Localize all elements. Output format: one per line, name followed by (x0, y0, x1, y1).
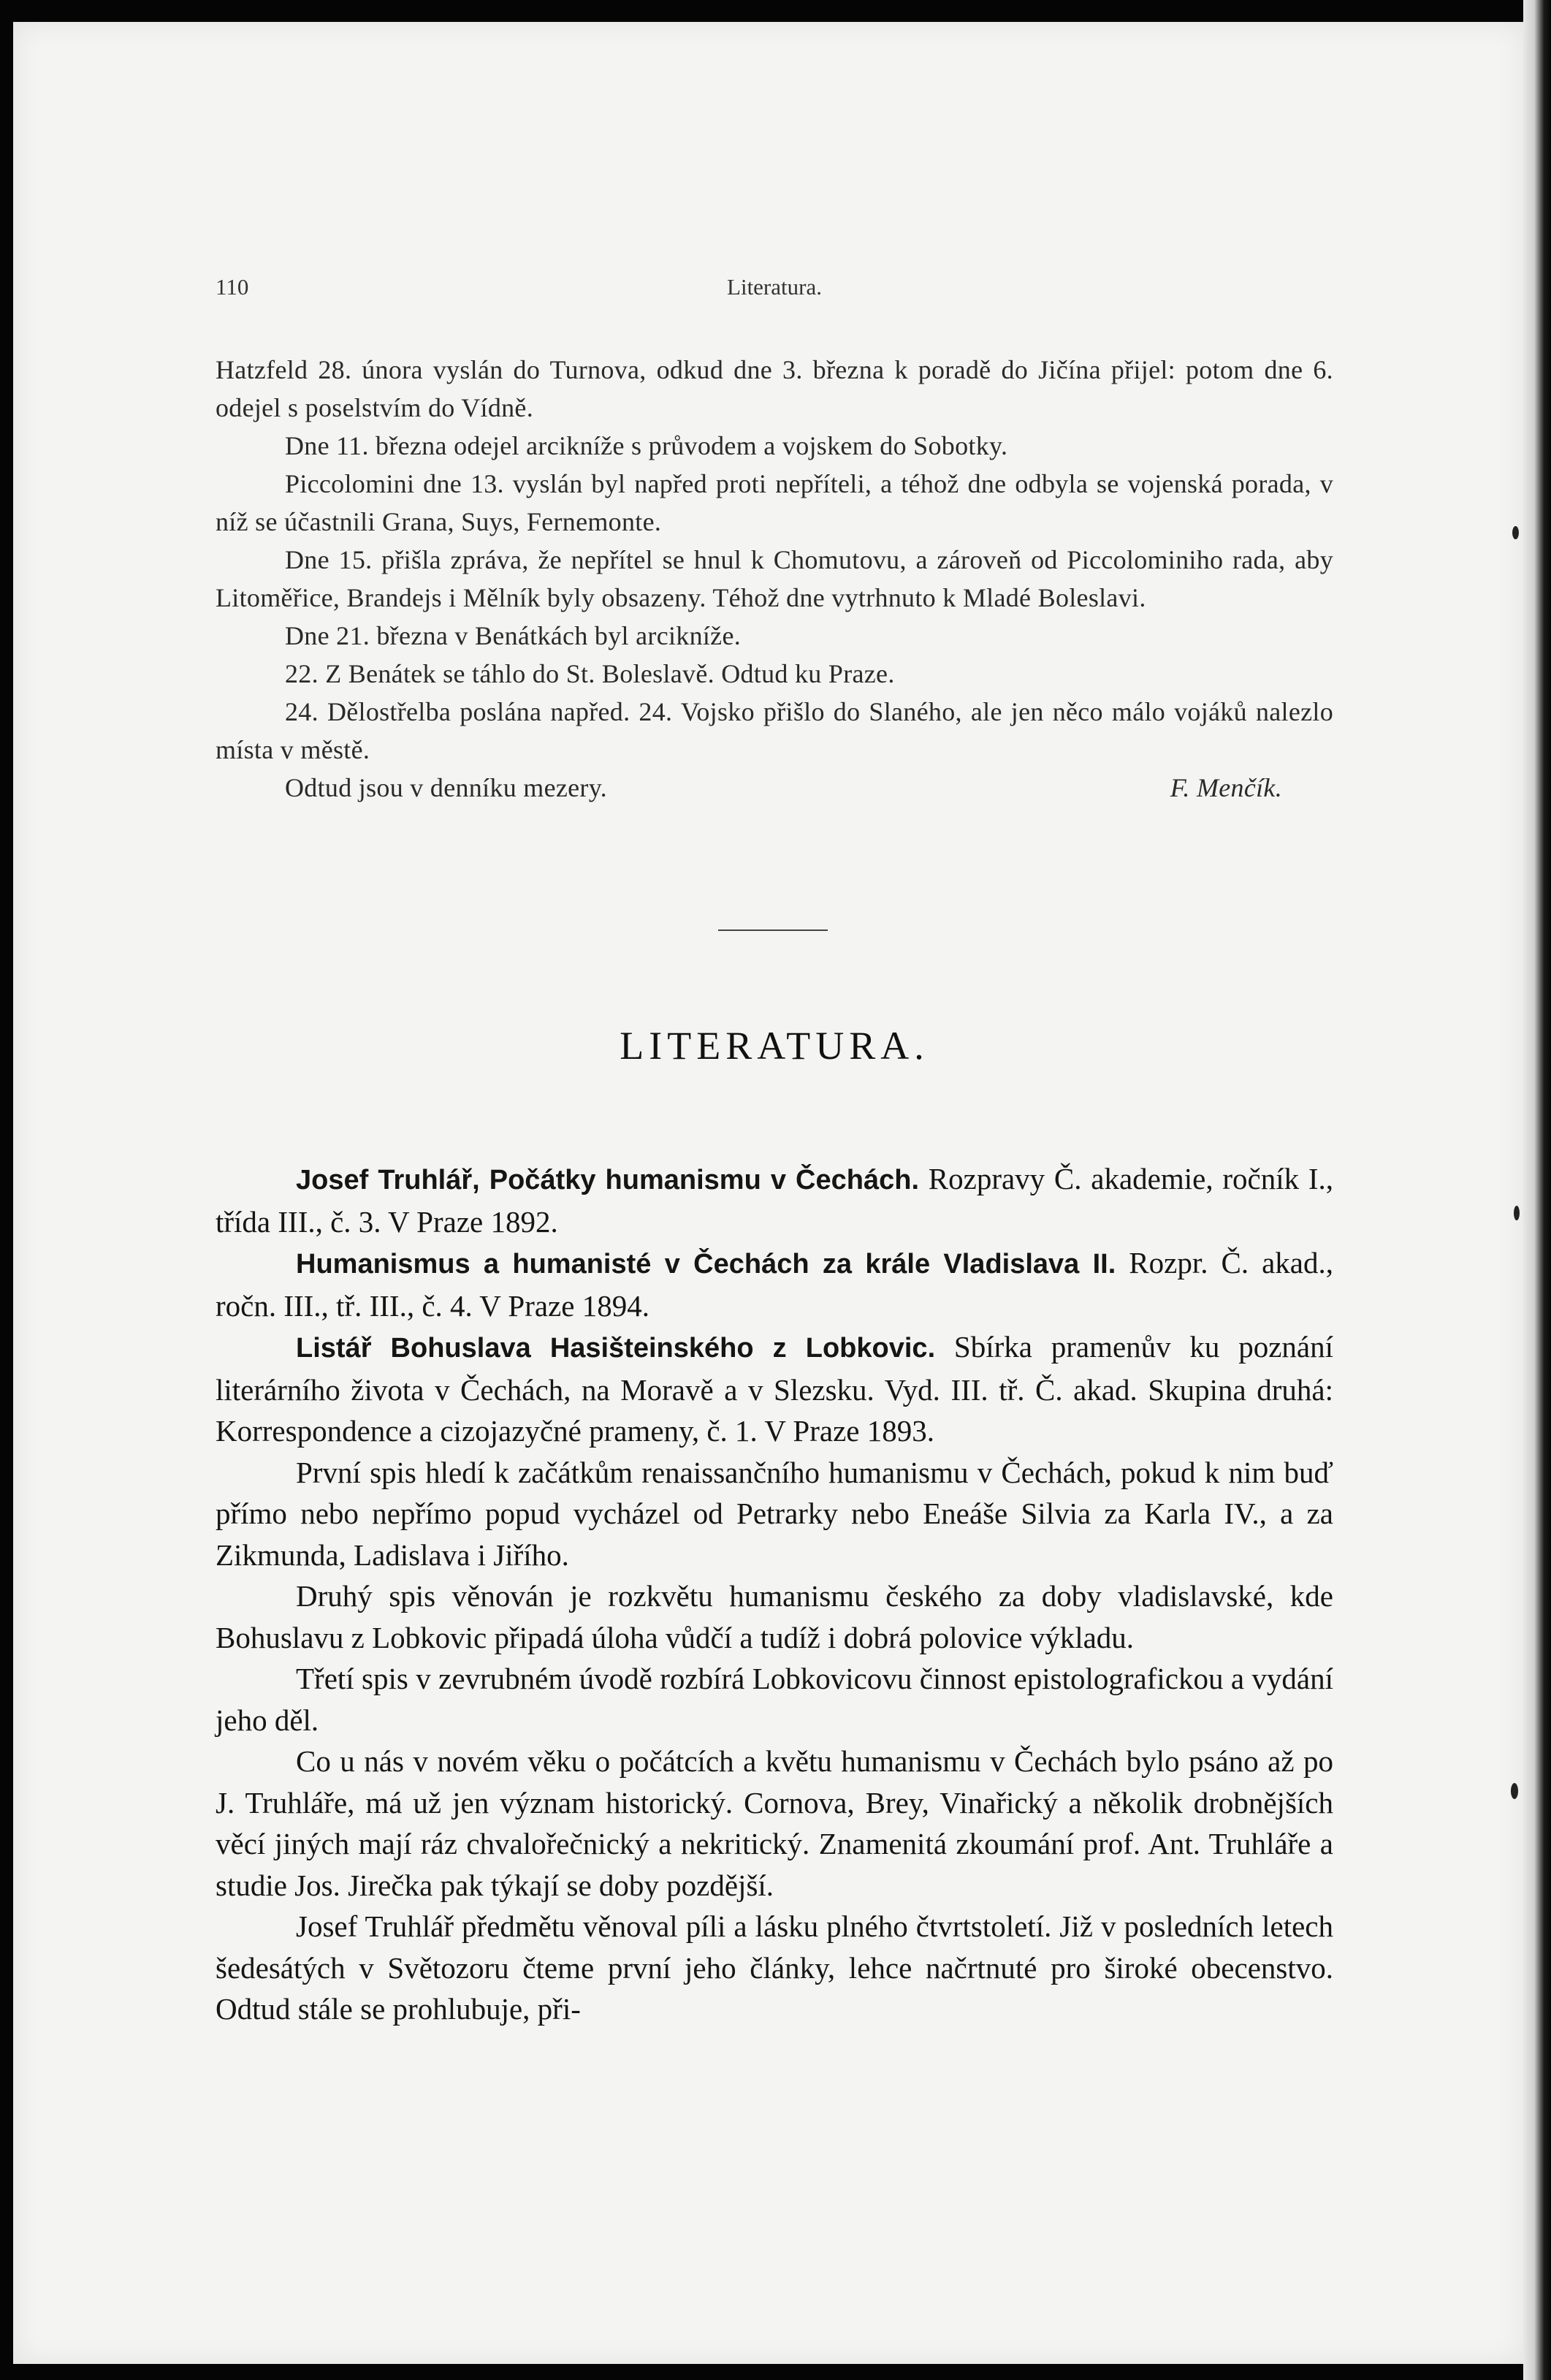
entry-title: Listář Bohuslava Hasišteinského z Lobkovic. (296, 1333, 936, 1364)
paragraph: Dne 11. března odejel arcikníže s průvodem a vojskem do Sobotky. (285, 431, 1008, 460)
paragraph: První spis hledí k začátkům renaissančního humanismu v Čechách, pokud k nim buď přímo nebo nepřímo popud vycházel od Petrarky nebo Eneáše Silvia za Karla IV., a za Zikmunda, Ladislava i Jiřího. (216, 1455, 1333, 1572)
literature-review (216, 1158, 1333, 2030)
paragraph: Co u nás v novém věku o počátcích a květu humanismu v Čechách bylo psáno až po J. Truhláře, má už jen význam historický. Cornova, Brey, Vinařický a několik drobnějších věcí jiných mají ráz chvalořečnický a nekritický. Znamenitá zkoumání prof. Ant. Truhláře a studie Jos. Jirečka pak týkají se doby pozdější. (216, 1744, 1333, 1902)
section-divider (718, 929, 828, 931)
paragraph: Druhý spis věnován je rozkvětu humanismu českého za doby vladislavské, kde Bohuslavu z Lobkovic připadá úloha vůdčí a tudíž i dobrá polovice výkladu. (216, 1579, 1333, 1654)
page-edge-shadow (1523, 0, 1551, 2380)
entry-title: Josef Truhlář, Počátky humanismu v Čechách. (296, 1165, 920, 1195)
entry-details: Rozpravy Č. akademie, ročník I., třída III., č. 3. V Praze 1892. (216, 1162, 1333, 1239)
paragraph: Třetí spis v zevrubném úvodě rozbírá Lobkovicovu činnost epistolografickou a vydání jeho děl. (216, 1662, 1333, 1737)
running-title: Literatura. (727, 274, 822, 300)
entry-details: Sbírka pramenův ku poznání literárního života v Čechách, na Moravě a v Slezsku. Vyd. III. tř. Č. akad. Skupina druhá: Korrespondence a cizojazyčné prameny, č. 1. V Praze 1893. (216, 1330, 1333, 1448)
entry-details: Rozpr. Č. akad., ročn. III., tř. III., č. 4. V Praze 1894. (216, 1246, 1333, 1323)
section-heading: LITERATURA. (620, 1024, 929, 1068)
closing-text: Odtud jsou v denníku mezery. (285, 773, 607, 802)
print-speck (1512, 526, 1519, 539)
paragraph: Josef Truhlář předmětu věnoval píli a lásku plného čtvrtstoletí. Již v posledních letech šedesátých v Světozoru čteme první jeho články, lehce načrtnuté pro široké obecenstvo. Odtud stále se prohlubuje, při- (216, 1909, 1333, 2026)
print-speck (1514, 1206, 1520, 1220)
diary-excerpt (216, 351, 1333, 807)
running-head (216, 274, 1333, 306)
paragraph: Piccolomini dne 13. vyslán byl napřed proti nepříteli, a téhož dne odbyla se vojenská porada, v níž se účastnili Grana, Suys, Fernemonte. (216, 469, 1333, 536)
bibliography-entry (216, 1326, 1333, 1452)
paragraph: 22. Z Benátek se táhlo do St. Boleslavě. Odtud ku Praze. (285, 659, 895, 688)
print-speck (1511, 1783, 1518, 1799)
paragraph: Dne 21. března v Benátkách byl arcikníže. (285, 621, 742, 650)
entry-title: Humanismus a humanisté v Čechách za krále Vladislava II. (296, 1249, 1116, 1280)
paragraph: Dne 15. přišla zpráva, že nepřítel se hnul k Chomutovu, a zároveň od Piccolominiho rada, aby Litoměřice, Brandejs i Mělník byly obsazeny. Téhož dne vytrhnuto k Mladé Boleslavi. (216, 545, 1333, 612)
bibliography-entry (216, 1158, 1333, 1242)
paragraph: Hatzfeld 28. února vyslán do Turnova, odkud dne 3. března k poradě do Jičína přijel: potom dne 6. odejel s poselstvím do Vídně. (216, 355, 1333, 422)
closing-line (216, 769, 1333, 807)
page-number: 110 (216, 274, 249, 300)
paragraph: 24. Dělostřelba poslána napřed. 24. Vojsko přišlo do Slaného, ale jen něco málo vojáků nalezlo místa v městě. (216, 697, 1333, 764)
bibliography-entry (216, 1242, 1333, 1326)
author-signature: F. Menčík. (1170, 773, 1282, 802)
